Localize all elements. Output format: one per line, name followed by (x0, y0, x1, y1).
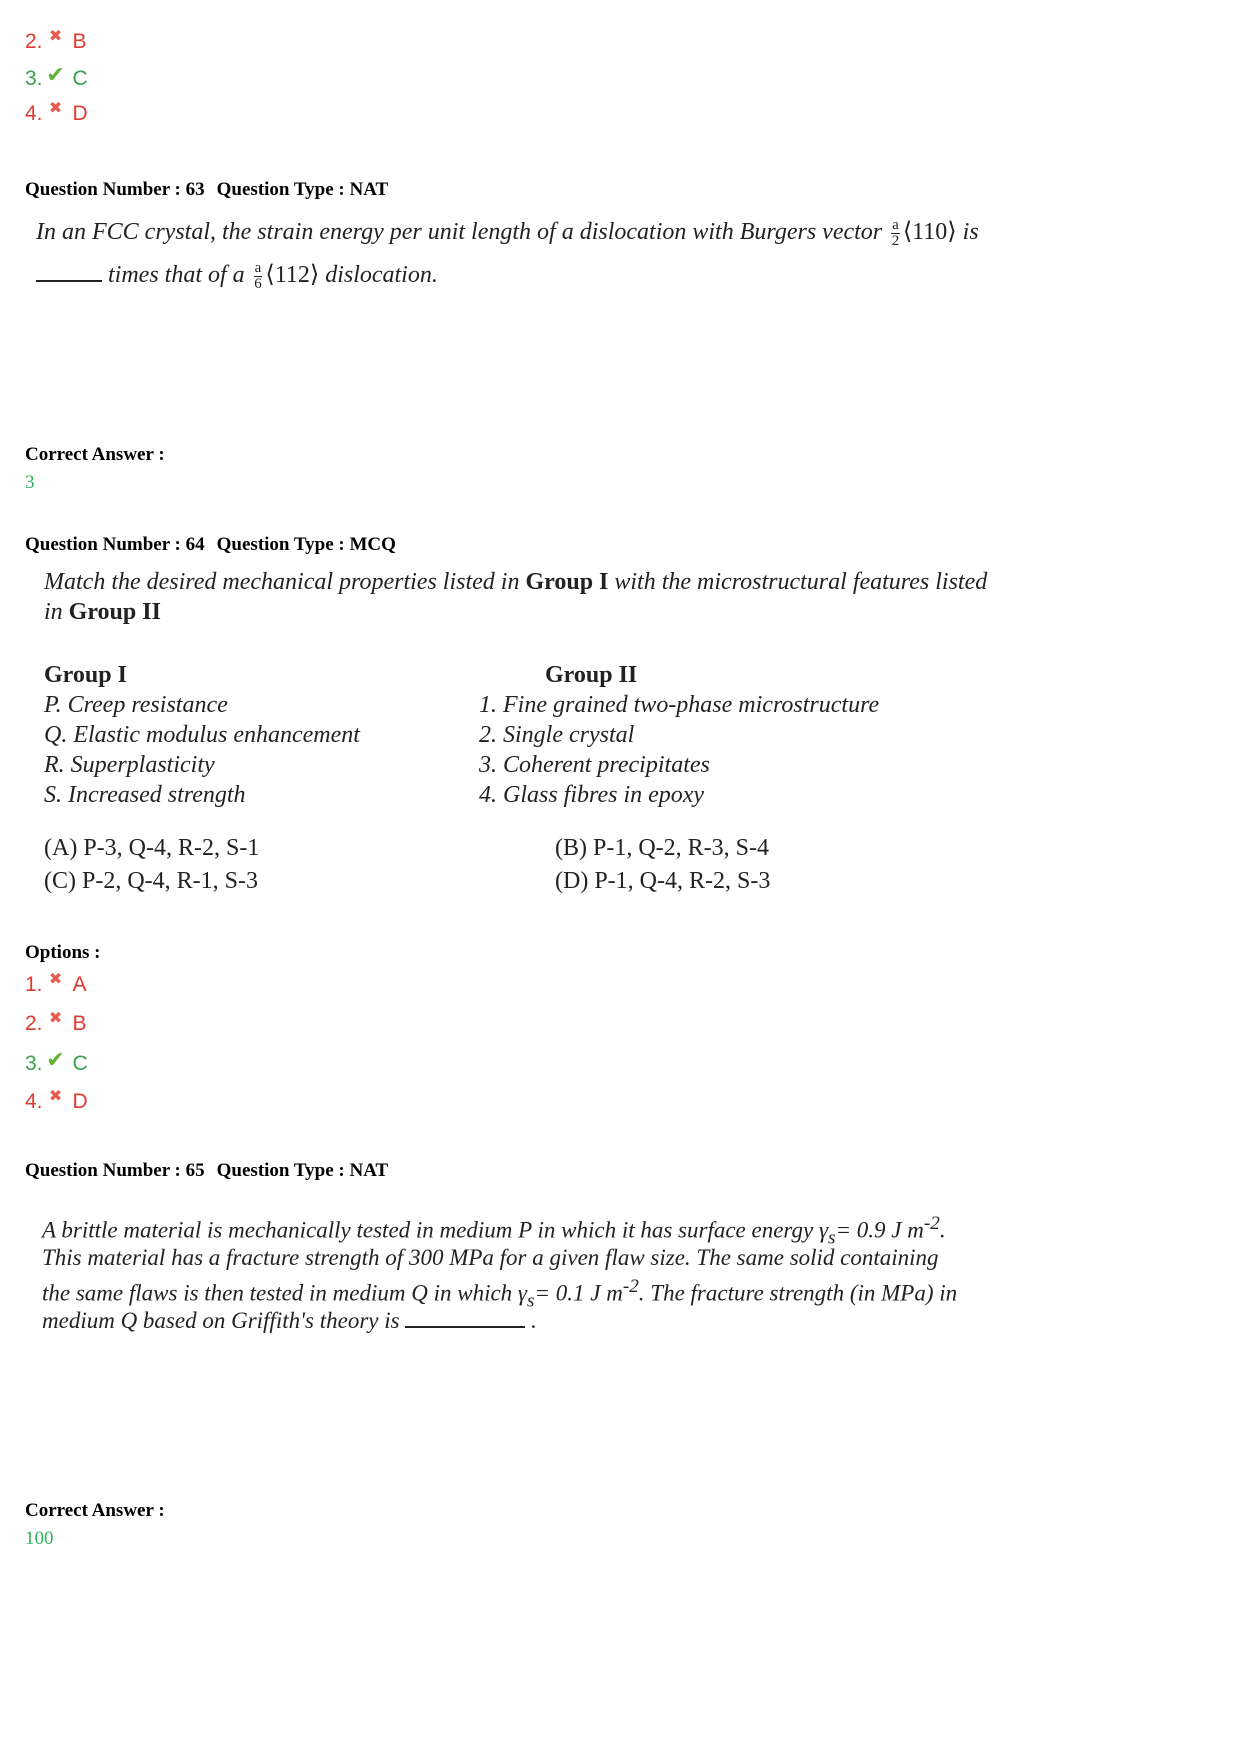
question-line: This material has a fracture strength of 300 MPa for a given flaw size. The same solid containing (42, 1245, 939, 1270)
question-line: is (962, 219, 979, 246)
cross-icon: ✖ (48, 100, 63, 117)
group-item: R. Superplasticity (44, 752, 215, 778)
question-number: Question Number : 64 (25, 534, 205, 555)
option-row (25, 1090, 88, 1116)
direction-index: ⟨112⟩ (265, 262, 320, 289)
group-ref: Group I (525, 569, 609, 595)
question-line: . The fracture strength (in MPa) in (638, 1280, 958, 1306)
question-line: with the microstructural features listed (614, 569, 988, 595)
option-number: 4. (25, 102, 43, 125)
question-header (25, 179, 388, 201)
option-letter: B (72, 30, 87, 53)
question-text (42, 1244, 939, 1272)
question-header (25, 534, 396, 556)
group-item: P. Creep resistance (44, 692, 228, 718)
group-two (479, 660, 879, 810)
cross-icon: ✖ (48, 28, 63, 45)
fraction: $\frac{a}{2}$ (891, 217, 900, 249)
question-line: . (531, 1308, 537, 1333)
option-row (25, 30, 87, 56)
option-row (25, 62, 88, 91)
question-line: . (939, 1217, 946, 1243)
option-number: 3. (25, 67, 43, 90)
cross-icon: ✖ (48, 971, 63, 988)
option-number: 4. (25, 1090, 43, 1113)
cross-icon: ✖ (48, 1010, 63, 1027)
cross-icon: ✖ (48, 1088, 63, 1105)
group-ref: Group II (68, 599, 161, 625)
group-item: 2. Single crystal (479, 722, 635, 748)
question-line: A brittle material is mechanically tested in medium P in which it has surface energy γ (42, 1217, 829, 1243)
question-line: medium Q based on Griffith's theory is (42, 1308, 400, 1333)
group-item: 3. Coherent precipitates (479, 752, 710, 778)
option-letter: D (72, 1090, 88, 1113)
question-line: Match the desired mechanical properties listed in (44, 569, 520, 595)
answer-blank (36, 279, 102, 282)
option-letter: B (72, 1012, 87, 1035)
question-text (44, 598, 161, 627)
fraction: $\frac{a}{6}$ (254, 260, 262, 292)
option-number: 1. (25, 973, 43, 996)
question-line: dislocation. (325, 262, 438, 289)
answer-blank (405, 1325, 525, 1328)
question-type: Question Type : NAT (216, 1160, 389, 1181)
question-type: Question Type : MCQ (216, 534, 396, 555)
options-label: Options : (25, 942, 101, 963)
question-number: Question Number : 63 (25, 179, 205, 200)
option-number: 2. (25, 30, 43, 53)
correct-answer-label: Correct Answer : (25, 444, 165, 465)
question-line: times that of a (108, 262, 245, 289)
question-number: Question Number : 65 (25, 1160, 205, 1181)
option-letter: C (72, 1052, 88, 1075)
question-text (44, 568, 987, 597)
choice-d: (D) P-1, Q-4, R-2, S-3 (555, 868, 771, 894)
question-line: = 0.1 J m (534, 1280, 623, 1306)
group-item: 1. Fine grained two-phase microstructure (479, 692, 880, 718)
question-line: the same flaws is then tested in medium Q in which γ (42, 1280, 527, 1306)
question-line: in (44, 599, 63, 625)
question-header (25, 1160, 388, 1182)
check-icon: ✔ (46, 1047, 65, 1072)
question-type: Question Type : NAT (216, 179, 389, 200)
correct-answer-value: 3 (25, 472, 35, 493)
correct-answer-value: 100 (25, 1528, 54, 1549)
group-item: S. Increased strength (44, 782, 246, 808)
correct-answer-label: Correct Answer : (25, 1500, 165, 1521)
choice-c: (C) P-2, Q-4, R-1, S-3 (44, 868, 258, 894)
direction-index: ⟨110⟩ (902, 219, 957, 246)
option-row (25, 102, 88, 128)
check-icon: ✔ (46, 62, 65, 87)
choice-a: (A) P-3, Q-4, R-2, S-1 (44, 835, 260, 861)
option-number: 2. (25, 1012, 43, 1035)
option-number: 3. (25, 1052, 43, 1075)
option-letter: D (72, 102, 88, 125)
question-text (42, 1307, 537, 1335)
subscript: s (527, 1290, 535, 1312)
question-line: In an FCC crystal, the strain energy per unit length of a dislocation with Burgers vector (36, 219, 883, 246)
question-line: = 0.9 J m (835, 1217, 924, 1243)
option-row (25, 973, 87, 999)
group-heading: Group I (44, 662, 127, 688)
option-letter: C (72, 67, 88, 90)
option-row (25, 1012, 87, 1038)
group-item: 4. Glass fibres in epoxy (479, 782, 705, 808)
subscript: s (828, 1227, 836, 1249)
superscript: -2 (923, 1213, 940, 1234)
group-item: Q. Elastic modulus enhancement (44, 722, 360, 748)
question-text (36, 218, 979, 249)
option-row (25, 1047, 88, 1076)
group-one (44, 660, 360, 810)
option-letter: A (72, 973, 87, 996)
question-text (36, 261, 438, 292)
group-heading: Group II (545, 662, 638, 688)
choice-b: (B) P-1, Q-2, R-3, S-4 (555, 835, 769, 861)
superscript: -2 (622, 1276, 639, 1297)
